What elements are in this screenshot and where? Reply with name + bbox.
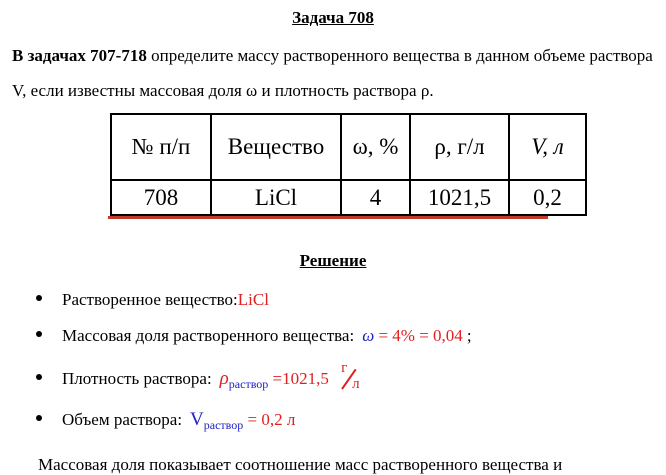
explanation-text: Массовая доля показывает соотношение масс растворенного вещества и xyxy=(38,455,563,474)
cell-substance: LiCl xyxy=(211,180,341,215)
mass-fraction-end: ; xyxy=(466,326,472,345)
substance-value: LiCl xyxy=(237,290,269,309)
bullet-dot xyxy=(36,295,42,301)
problem-title: Задача 708 xyxy=(292,8,374,27)
cell-number: 708 xyxy=(111,180,211,215)
rho-symbol: ρ xyxy=(219,368,229,389)
list-item-substance xyxy=(36,290,269,310)
header-substance: Вещество xyxy=(211,114,341,180)
volume-value: = 0,2 л xyxy=(243,410,296,429)
problem-text: определите массу растворенного вещества в данном объеме раствора V, если известны массовая доля ω и плотность раствора ρ. xyxy=(12,46,653,100)
mass-fraction-value: = 4% = 0,04 xyxy=(374,326,463,345)
list-item-mass-fraction xyxy=(36,326,472,346)
header-mass-fraction: ω, % xyxy=(341,114,410,180)
cell-mass-fraction: 4 xyxy=(341,180,410,215)
data-table xyxy=(110,113,587,216)
header-number: № п/п xyxy=(111,114,211,180)
substance-label: Растворенное вещество: xyxy=(62,290,238,309)
table-underline xyxy=(108,216,548,219)
omega-symbol: ω xyxy=(362,326,375,345)
solution-heading: Решение xyxy=(299,251,367,270)
bullet-dot xyxy=(36,415,42,421)
table-header-row xyxy=(111,114,586,180)
unit-denominator: л xyxy=(352,376,360,392)
mass-fraction-label: Массовая доля растворенного вещества: xyxy=(62,326,355,345)
header-volume: V, л xyxy=(509,114,586,180)
density-subscript: раствор xyxy=(228,377,269,391)
problem-statement xyxy=(12,38,662,108)
volume-label: Объем раствора: xyxy=(62,410,183,429)
table-row xyxy=(111,180,586,215)
cell-volume: 0,2 xyxy=(509,180,586,215)
list-item-density xyxy=(36,360,363,394)
density-label: Плотность раствора: xyxy=(62,369,212,388)
volume-subscript: раствор xyxy=(203,418,244,432)
unit-numerator: г xyxy=(341,360,348,376)
cell-density: 1021,5 xyxy=(410,180,509,215)
list-item-volume xyxy=(36,409,295,433)
problem-range: В задачах 707-718 xyxy=(12,46,147,65)
density-unit xyxy=(339,360,363,394)
bullet-dot xyxy=(36,331,42,337)
header-density: ρ, г/л xyxy=(410,114,509,180)
density-value: =1021,5 xyxy=(268,369,329,388)
volume-symbol: V xyxy=(190,409,204,430)
bullet-dot xyxy=(36,374,42,380)
